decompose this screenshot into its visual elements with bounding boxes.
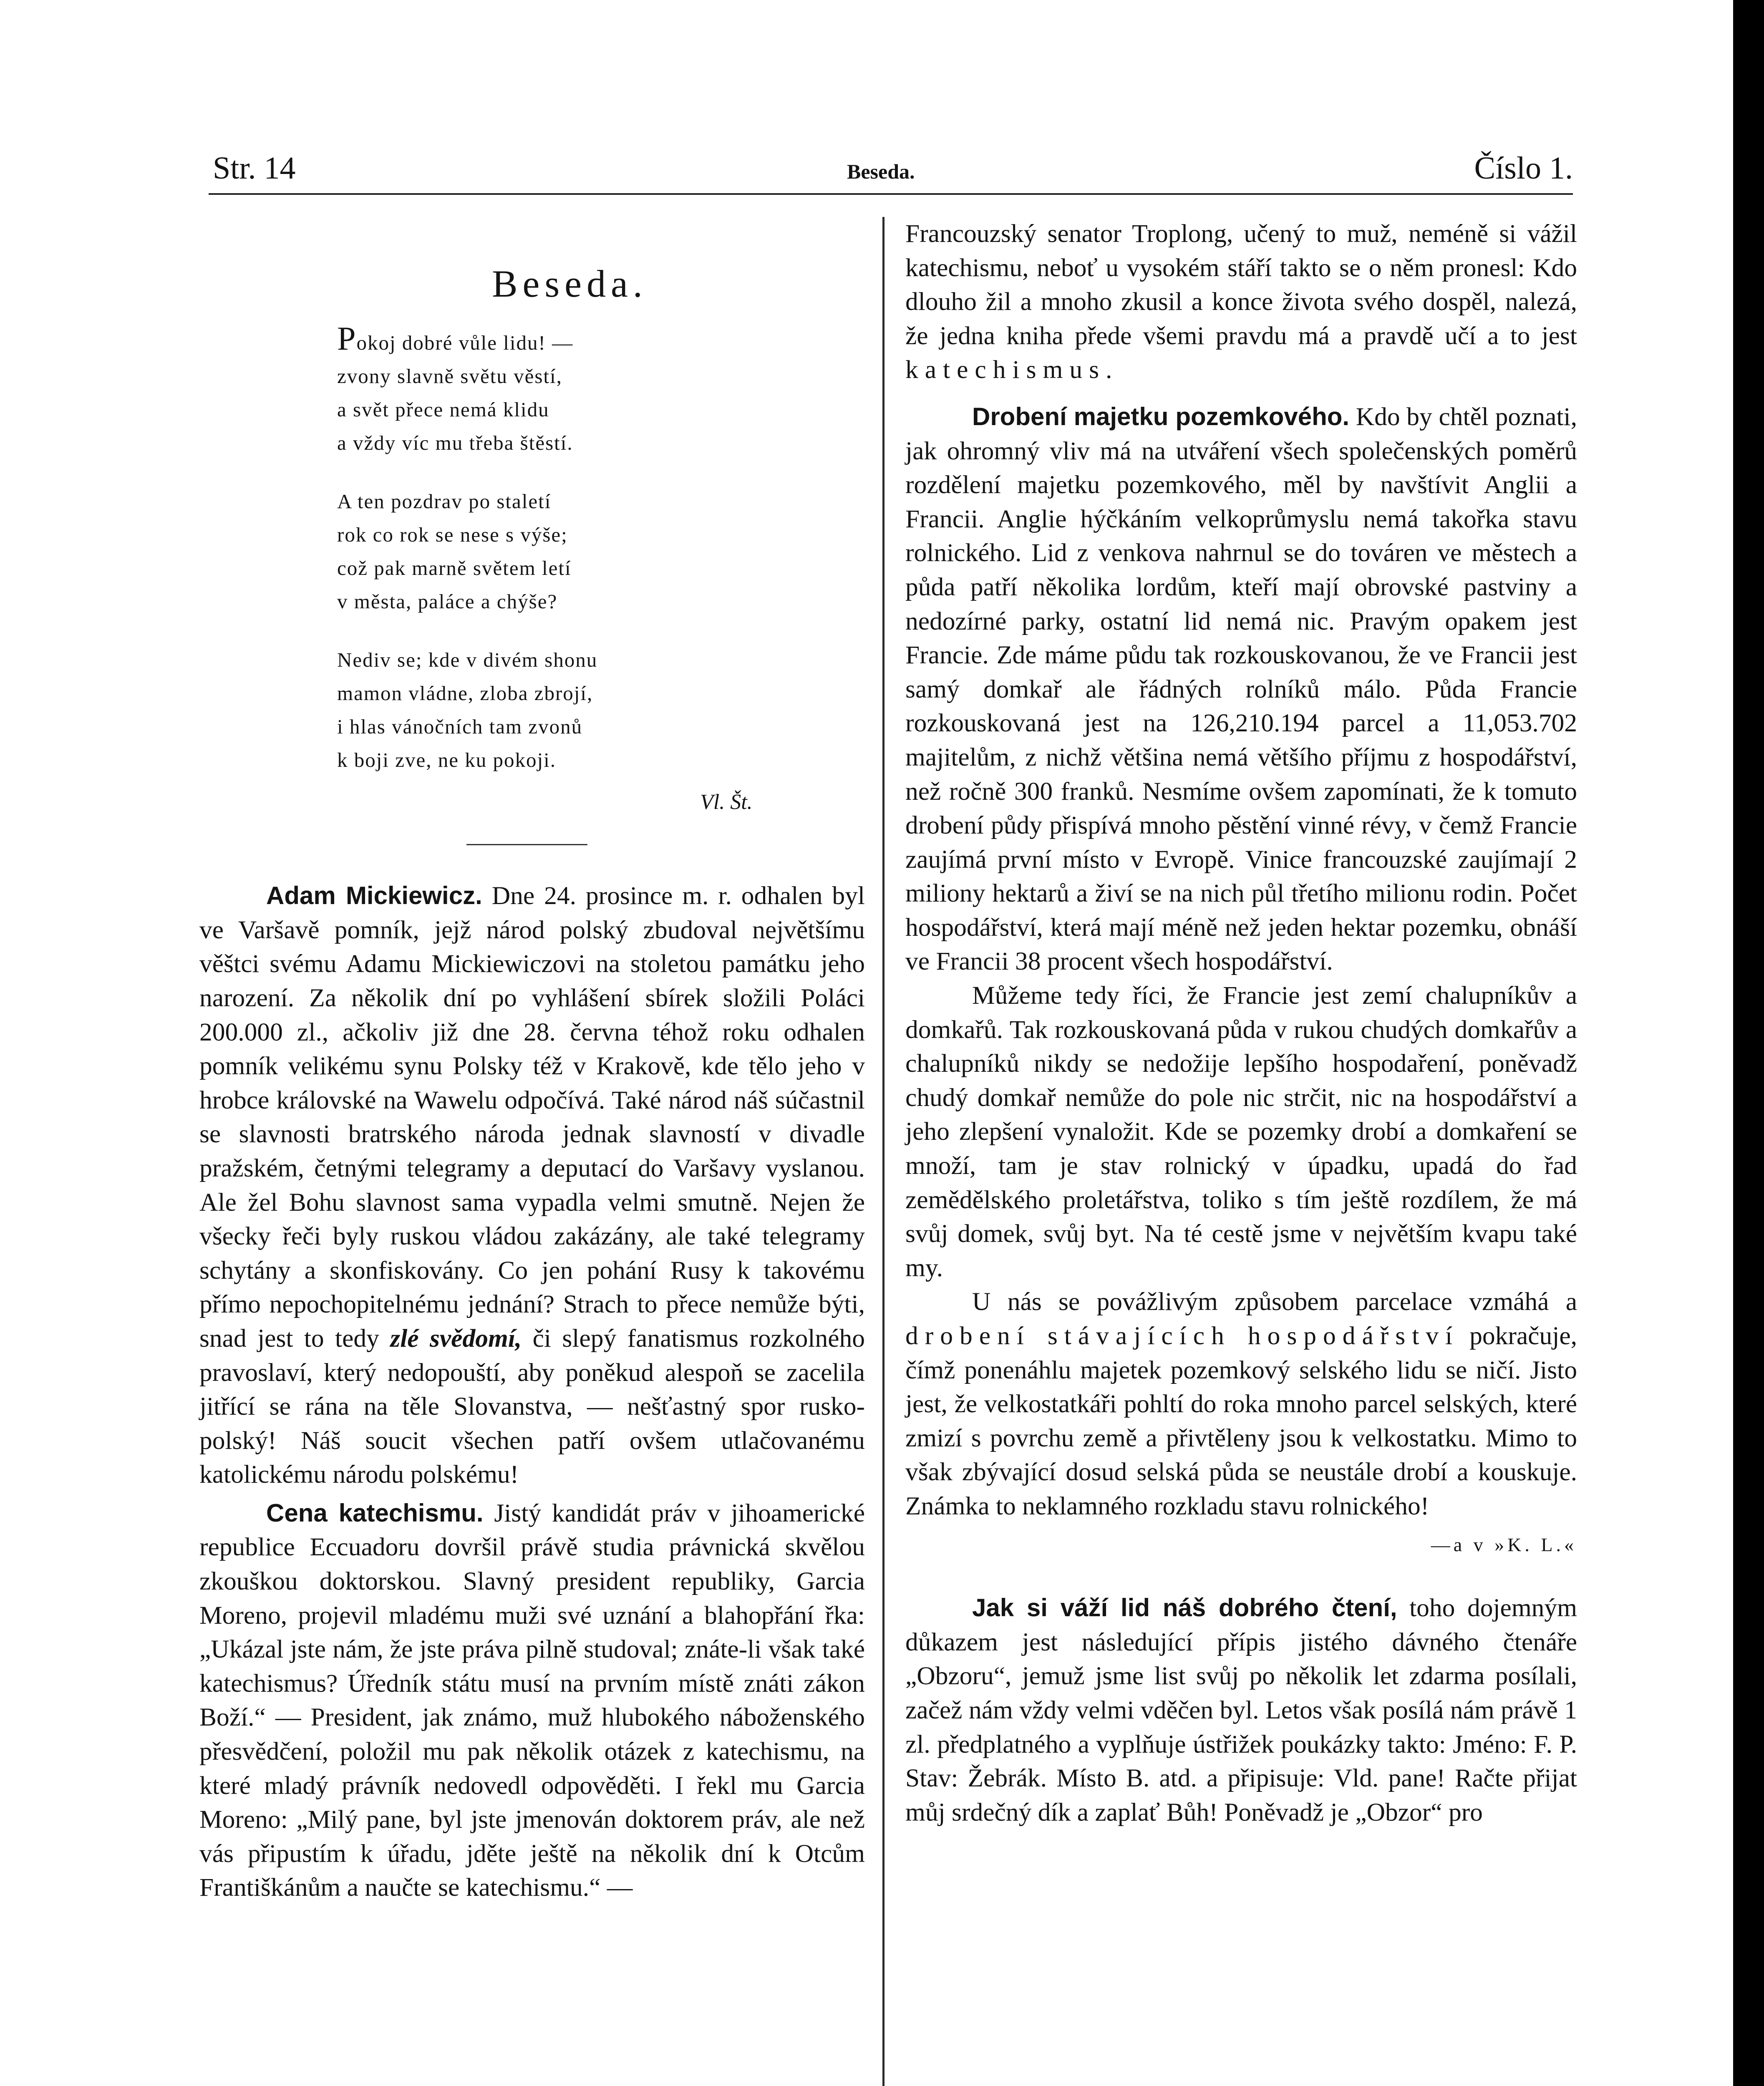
article-paragraph: Můžeme tedy říci, že Francie jest zemí chalupníkův a domkařů. Tak rozkouskovaná půda v rukou chudých domkařův a chalupníků nikdy se nedožije lepšího hospodaření, poněvadž chudý domkař nemůže do pole nic strčit, nic na hospodářství a jeho zlepšení vynaložit. Kde se pozemky drobí a domkaření se množí, tam je stav rolnický v úpadku, upadá do řad zemědělského proletářstva, toliko s tím ještě rozdílem, že má svůj domek, svůj byt. Na té cestě jsme v největším kvapu také my. bbox=[905, 981, 1577, 1282]
article-text: či slepý fanatismus rozkolného pravoslaví, který nedopouští, aby poněkud alespoň se zacelila jitřící se rána na těle Slovanstva, — nešťastný spor rusko-polský! Náš soucit všechen patří ovšem utlačovanému katolickému národu polskému! bbox=[199, 1324, 865, 1489]
article-text: Francouzský senator Troplong, učený to muž, neméně si vážil katechismu, neboť u vysokém stáří takto se o něm pronesl: Kdo dlouho žil a mnoho zkusil a konce života svého dospěl, nalezá, že jedna kniha přede všemi pravdu má a pravdě učí a to jest bbox=[905, 219, 1577, 350]
article-drobeni bbox=[905, 400, 1577, 979]
article-heading: Adam Mickiewicz. bbox=[266, 882, 482, 910]
article-katechismus-continued bbox=[905, 217, 1577, 387]
poem-stanza-3 bbox=[337, 643, 865, 777]
emphasis-text: zlé svědomí, bbox=[390, 1324, 522, 1353]
article-text: U nás se povážlivým způsobem parcelace vzmáhá a bbox=[972, 1287, 1577, 1316]
spaced-keyword: katechismus. bbox=[905, 355, 1119, 384]
article-text: Dne 24. prosince m. r. odhalen byl ve Varšavě pomník, jejž národ polský zbudoval největšímu věštci svému Adamu Mickiewiczovi na stoletou památku jeho narození. Za několik dní po vyhlášení sbírek složili Poláci 200.000 zl., ačkoliv již dne 28. června téhož roku odhalen pomník velikému synu Polsky též v Krakově, kde tělo jeho v hrobce královské na Wawelu odpočívá. Také národ náš súčastnil se slavnosti bratrského národa jednak slavností v divadle pražském, četnými telegramy a deputací do Varšavy vyslanou. Ale žel Bohu slavnost sama vypadla velmi smutně. Nejen že všecky řeči byly ruskou vládou zakázány, ale také telegramy schytány a skonfiskovány. Co jen pohání Rusy k takovému přímo nepochopitelnému jednání? Strach to přece nemůže býti, snad jest to tedy bbox=[199, 882, 865, 1353]
poem-line-text: okoj dobré vůle lidu! — bbox=[356, 331, 574, 354]
poem-line: A ten pozdrav po staletí bbox=[337, 489, 552, 513]
poem-signature: Vl. Št. bbox=[700, 790, 753, 814]
article-cteni bbox=[905, 1591, 1577, 1829]
issue-number: Číslo 1. bbox=[1474, 151, 1573, 186]
article-heading: Cena katechismu. bbox=[266, 1499, 484, 1527]
poem-line: Nediv se; kde v divém shonu bbox=[337, 648, 598, 671]
article-text: toho dojemným důkazem jest následující přípis jistého dávného čtenáře „Obzoru“, jemuž jsme list svůj po několik let zdarma posílali, začež nám vždy velmi vděčen byl. Letos však posílá nám právě 1 zl. předplatného a vyplňuje ústřižek poukázky takto: Jméno: F. P. Stav: Žebrák. Místo B. atd. a připisuje: Vld. pane! Račte přijat můj srdečný dík a zaplať Bůh! Poněvadž je „Obzor“ pro bbox=[905, 1594, 1577, 1827]
header-rule bbox=[209, 193, 1573, 195]
article-katechismus bbox=[199, 1496, 865, 1905]
poem-line bbox=[337, 322, 865, 360]
poem-line: zvony slavně světu věstí, bbox=[337, 364, 562, 388]
poem-line: což pak marně světem letí bbox=[337, 556, 572, 579]
poem-stanza-2 bbox=[337, 485, 865, 618]
scan-edge-border bbox=[1733, 0, 1764, 2086]
page-number: Str. 14 bbox=[213, 151, 296, 186]
page-header bbox=[209, 150, 1573, 196]
article-mickiewicz bbox=[199, 879, 865, 1492]
poem-line: a svět přece nemá klidu bbox=[337, 398, 549, 421]
poem-line: i hlas vánočních tam zvonů bbox=[337, 715, 583, 738]
poem-line: a vždy víc mu třeba štěstí. bbox=[337, 431, 573, 454]
section-divider bbox=[466, 844, 587, 845]
poem-line: mamon vládne, zloba zbrojí, bbox=[337, 681, 593, 705]
poem-title: Beseda. bbox=[492, 262, 648, 305]
drop-cap: P bbox=[337, 320, 357, 357]
poem-stanza-1 bbox=[337, 322, 865, 460]
article-heading: Drobení majetku pozemkového. bbox=[972, 402, 1350, 431]
left-column bbox=[199, 217, 865, 1905]
poem-line: k boji zve, ne ku pokoji. bbox=[337, 748, 556, 771]
running-title: Beseda. bbox=[847, 160, 915, 183]
article-text: pokračuje, čímž ponenáhlu majetek pozemkový selského lidu se ničí. Jisto jest, že velkostatkáři pohltí do roka mnoho parcel selských, které zmizí s povrchu země a přivtěleny jsou k velkostatku. Mimo to však zbývající dosud selská půda se neustále drobí a kouskuje. Známka to neklamného rozkladu stavu rolnického! bbox=[905, 1322, 1577, 1520]
article-text: Kdo by chtěl poznati, jak ohromný vliv má na utváření všech společenských poměrů rozdělení majetku pozemkového, měl by navštívit Anglii a Francii. Anglie hýčkáním velkoprůmyslu nemá takořka stavu rolnického. Lid z venkova nahrnul se do továren ve městech a půda patří několika lordům, kteří mají obrovské pastviny a nedozírné parky, ostatní lid nemá nic. Pravým opakem jest Francie. Zde máme půdu tak rozkouskovanou, že ve Francii jest samý domkař ale řádných rolníků málo. Půda Francie rozkouskovaná jest na 126,210.194 parcel a 11,053.702 majitelům, z nichž většina nemá většího příjmu z hospodářství, než ročně 300 franků. Nesmíme ovšem zapomínati, že k tomuto drobení půdy přispívá mnoho pěstění vinné révy, v čemž Francie zaujímá první místo v Evropě. Vinice francouzské zaujímají 2 miliony hektarů a živí se na nich půl třetího milionu rodin. Počet hospodářství, která mají méně než jeden hektar pozemku, obnáší ve Francii 38 procent všech hospodářství. bbox=[905, 402, 1578, 976]
poem-line: v města, paláce a chýše? bbox=[337, 590, 558, 613]
article-heading: Jak si váží lid náš dobrého čtení, bbox=[972, 1594, 1397, 1622]
column-separator bbox=[882, 217, 885, 2086]
article-text: Jistý kandidát práv v jihoamerické republice Eccuadoru dovršil právě studia právnická skvělou zkouškou doktorskou. Slavný president republiky, Garcia Moreno, projevil mladému muži své uznání a blahopřání řka: „Ukázal jste nám, že jste práva pilně studoval; znáte-li však také katechismus? Úředník státu musí na prvním místě znáti zákon Boží.“ — President, jak známo, muž hlubokého náboženského přesvědčení, položil mu pak několik otázek z katechismu, na které mladý právník nedovedl odpověděti. I řekl mu Garcia Moreno: „Milý pane, byl jste jmenován doktorem práv, ale než vás připustím k úřadu, jděte ještě na několik dní k Otcům Františkánům a naučte se katechismu.“ — bbox=[199, 1499, 865, 1902]
spaced-text: drobení stávajících hospodářství bbox=[905, 1322, 1459, 1350]
article-paragraph bbox=[905, 1285, 1577, 1523]
poem bbox=[337, 322, 865, 777]
poem-line: rok co rok se nese s výše; bbox=[337, 523, 568, 546]
article-signature: —a v »K. L.« bbox=[1431, 1534, 1577, 1555]
right-column bbox=[905, 217, 1577, 1829]
